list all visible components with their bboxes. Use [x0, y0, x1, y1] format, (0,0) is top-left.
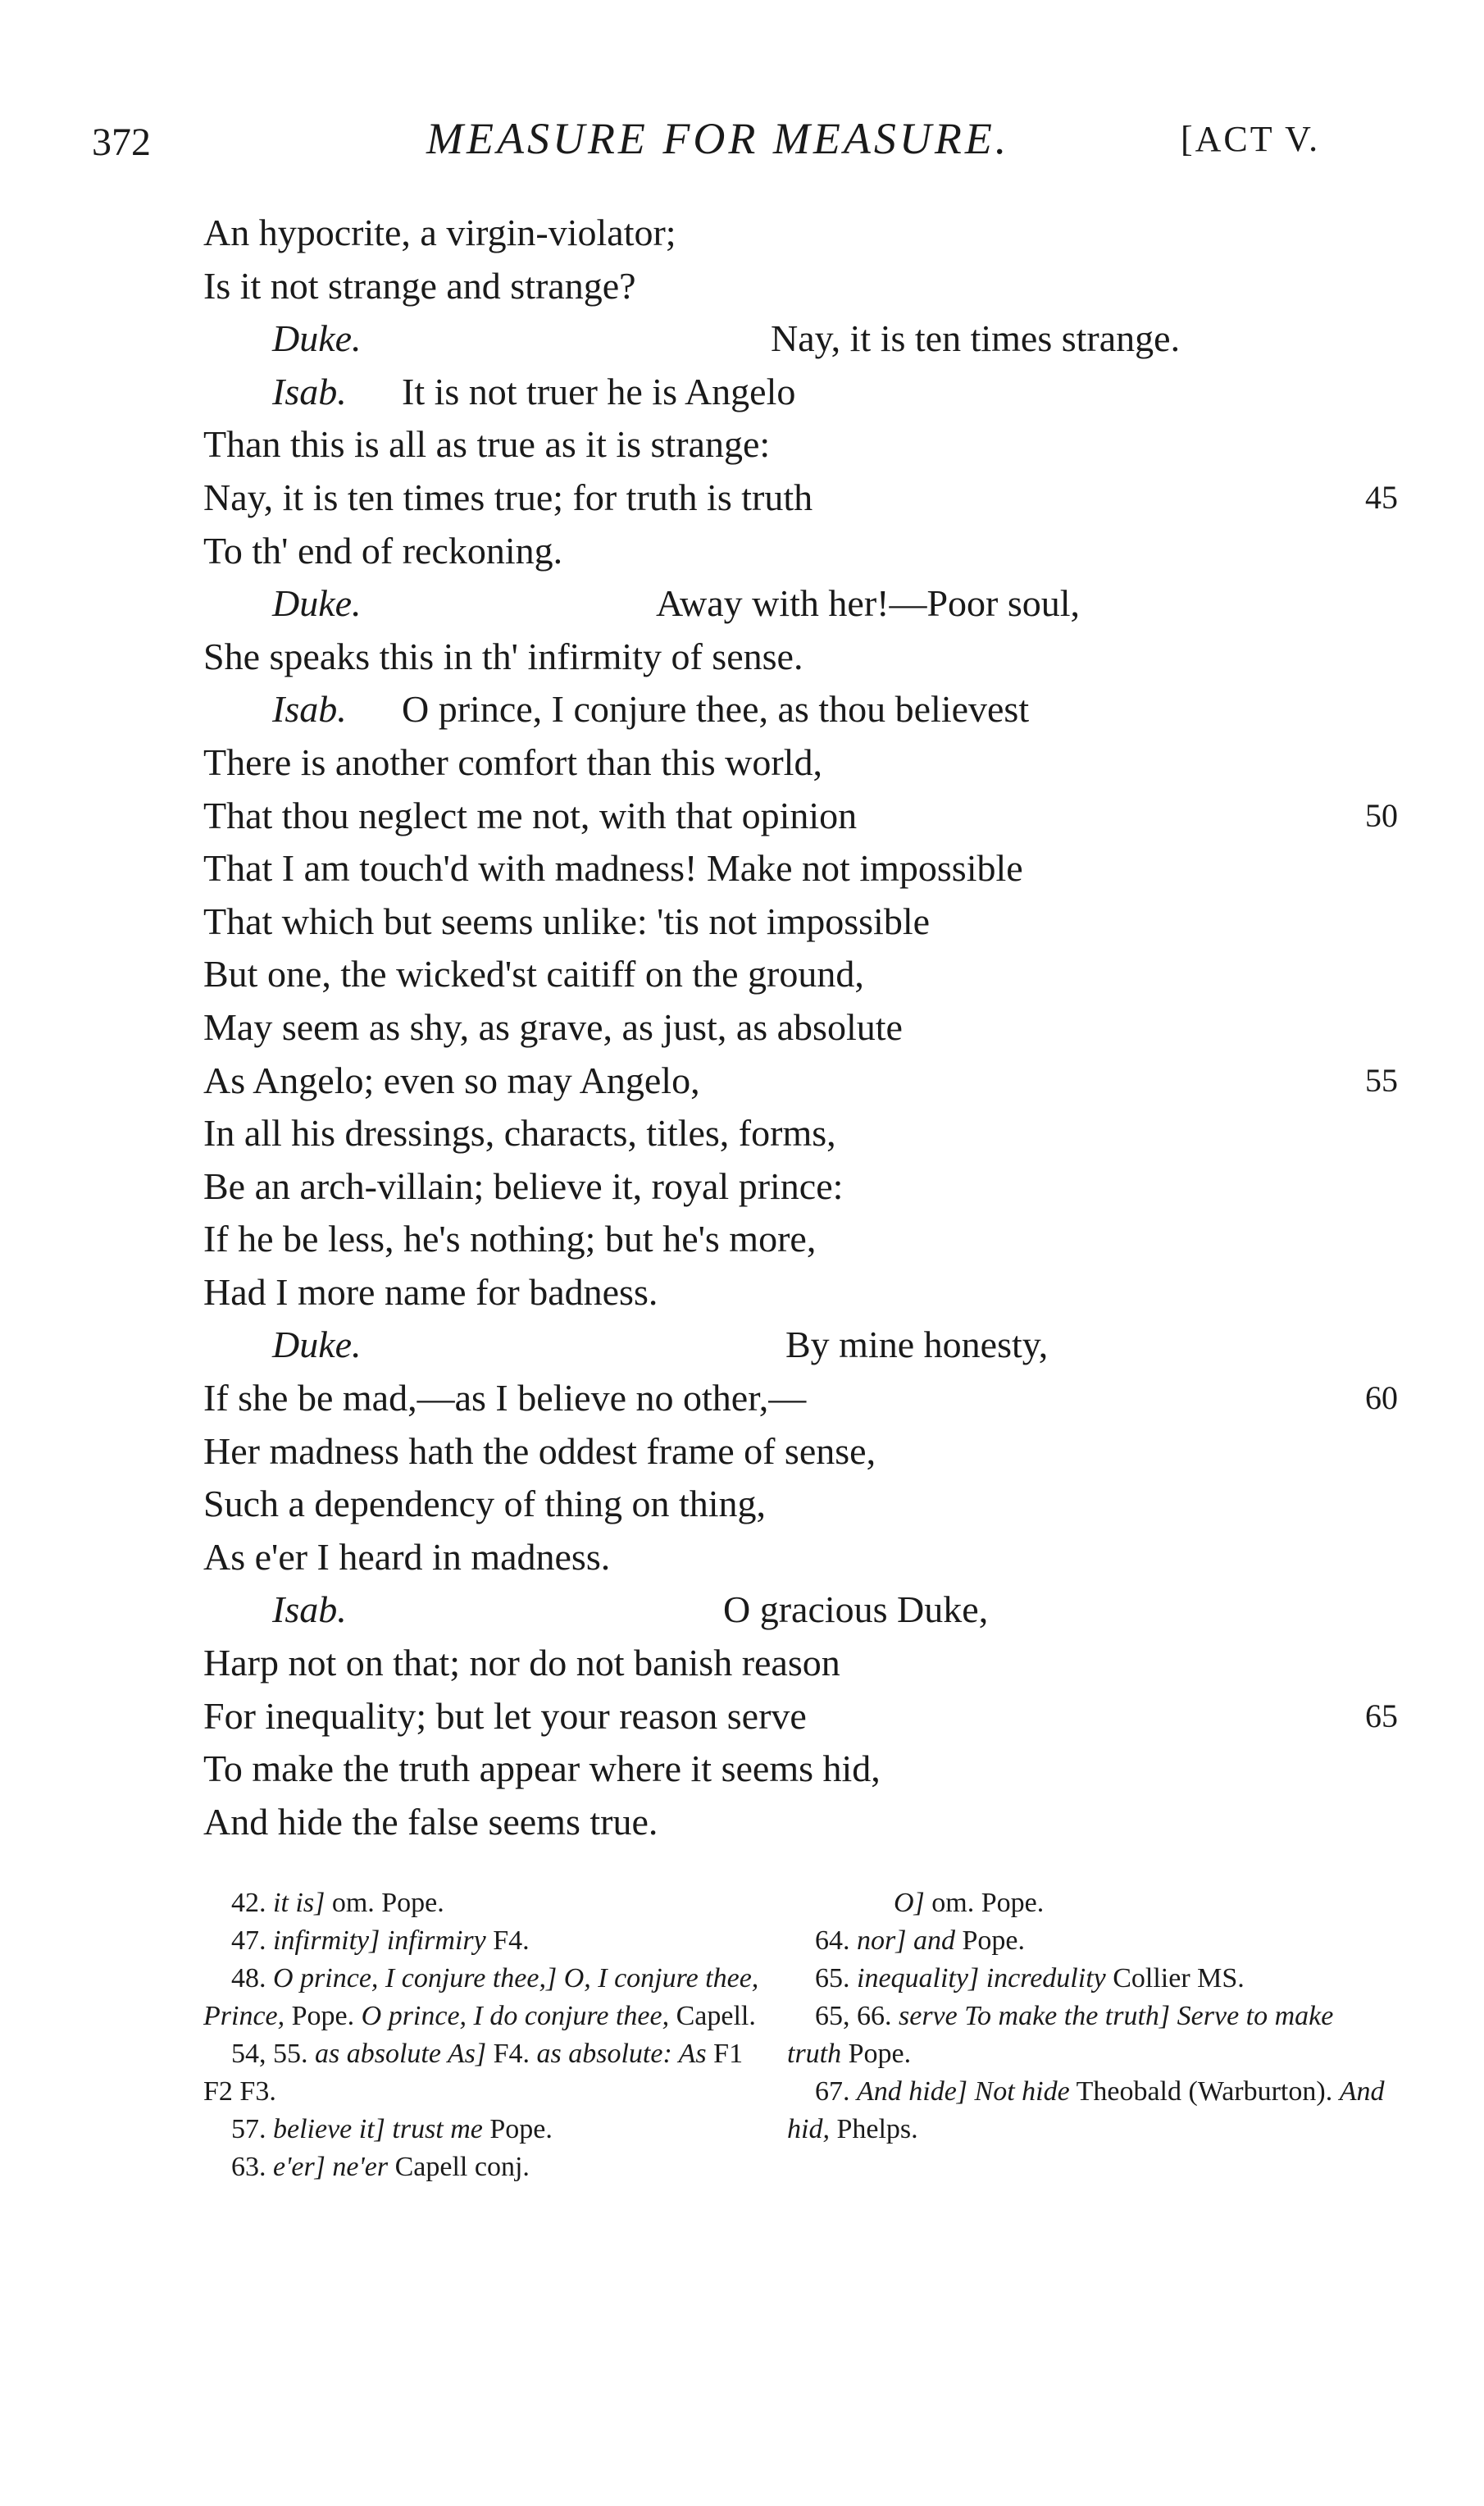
line-number: 50: [1365, 796, 1398, 834]
verse-line: [0, 948, 1484, 1001]
verse-text-span: That which but seems unlike: 'tis not impossible: [203, 900, 931, 942]
verse-line: [0, 1319, 1484, 1372]
footnote-reading: And hide]: [857, 2076, 968, 2107]
footnote-source: Pope.: [841, 2039, 912, 2069]
footnote-ref: 54, 55.: [231, 2039, 315, 2069]
verse-text-span: Her madness hath the oddest frame of sense,: [203, 1429, 876, 1472]
footnote-source: Capell.: [669, 2001, 756, 2031]
verse-text-span: That thou neglect me not, with that opinion: [203, 794, 858, 836]
footnote: [203, 2035, 761, 2111]
footnote: [787, 1998, 1394, 2073]
verse-line: [0, 1266, 1484, 1319]
footnote: [787, 1922, 1394, 1960]
speaker-name: Duke.: [272, 317, 362, 360]
verse-line: [0, 1001, 1484, 1055]
verse-text-span: Nay, it is ten times true; for truth is truth: [203, 476, 813, 518]
footnote-ref: 65.: [815, 1963, 857, 1993]
footnote: [203, 1960, 761, 2035]
footnote-source: om. Pope.: [325, 1888, 444, 1918]
verse-text-span: Had I more name for badness.: [203, 1270, 658, 1313]
footnote: [203, 2111, 761, 2148]
line-number: 60: [1365, 1379, 1398, 1417]
verse-text-span: Away with her!—Poor soul,: [656, 582, 1081, 625]
verse-line: [0, 842, 1484, 895]
verse-line: [0, 631, 1484, 684]
speaker-name: Isab.: [272, 688, 347, 731]
verse-line: [0, 1372, 1484, 1425]
verse-text-span: Be an arch-villain; believe it, royal prince:: [203, 1164, 844, 1207]
footnote-reading: trust me: [392, 2114, 483, 2144]
verse-line: [0, 577, 1484, 631]
verse-line: [0, 472, 1484, 525]
speaker-name: Isab.: [272, 1588, 347, 1631]
footnote-reading: infirmity]: [273, 1925, 380, 1956]
verse-line: [0, 366, 1484, 419]
verse-line: [0, 1531, 1484, 1584]
footnote-source: Pope.: [954, 1925, 1025, 1956]
verse-line: [0, 260, 1484, 313]
verse-text-span: And hide the false seems true.: [203, 1800, 658, 1843]
footnote-reading: as absolute: As: [536, 2039, 707, 2069]
verse-text-span: If he be less, he's nothing; but he's more,: [203, 1218, 817, 1260]
verse-text-span: Than this is all as true as it is strange:: [203, 423, 771, 466]
footnote-reading: as absolute As]: [315, 2039, 487, 2069]
verse-text-span: That I am touch'd with madness! Make not impossible: [203, 847, 1023, 890]
verse-text-span: An hypocrite, a virgin-violator;: [203, 212, 676, 253]
footnote-source: Phelps.: [829, 2114, 918, 2144]
line-number: 65: [1365, 1697, 1398, 1734]
footnote-ref: 42.: [231, 1888, 273, 1918]
footnote: [203, 1884, 761, 1922]
verse-text-span: But one, the wicked'st caitiff on the ground,: [203, 953, 864, 996]
footnote-source: [1170, 2001, 1177, 2031]
footnote-source: [557, 1963, 564, 1993]
verse-line: [0, 1743, 1484, 1796]
footnote-source: om. Pope.: [924, 1888, 1045, 1918]
footnote-reading: inequality]: [857, 1963, 980, 1993]
verse-line: [0, 1796, 1484, 1849]
verse-line: [0, 736, 1484, 790]
footnote-reading: And hid,: [787, 2076, 1385, 2144]
footnote-reading: believe it]: [273, 2114, 385, 2144]
verse-text: [0, 207, 1484, 1848]
footnote-ref: 48.: [231, 1963, 273, 1993]
verse-text-span: Nay, it is ten times strange.: [771, 317, 1181, 360]
footnote-reading: incredulity: [986, 1963, 1106, 1993]
footnote-source: [380, 1925, 387, 1956]
footnotes-left-column: [203, 1884, 761, 2186]
verse-text-span: As Angelo; even so may Angelo,: [203, 1059, 700, 1101]
footnote-reading: e'er]: [273, 2152, 325, 2182]
footnote-reading: O prince, I do conjure thee,: [361, 2001, 670, 2031]
footnote-ref: 63.: [231, 2152, 273, 2182]
verse-text-span: May seem as shy, as grave, as just, as absolute: [203, 1005, 903, 1048]
footnote-ref: 65, 66.: [815, 2001, 899, 2031]
footnote: [787, 1884, 1394, 1922]
footnote: [203, 2148, 761, 2186]
verse-line: [0, 525, 1484, 578]
verse-line: [0, 1478, 1484, 1531]
verse-line: [0, 418, 1484, 472]
footnotes-right-column: [787, 1884, 1394, 2148]
footnote-reading: serve To make the truth]: [899, 2001, 1171, 2031]
footnote-source: F4.: [485, 1925, 530, 1956]
speaker-name: Isab.: [272, 370, 347, 412]
speaker-name: Duke.: [272, 582, 362, 625]
footnote-source: [979, 1963, 986, 1993]
footnote-source: Pope.: [482, 2114, 553, 2144]
verse-line: [0, 895, 1484, 949]
footnote-reading: and: [913, 1925, 955, 1956]
footnote-ref: 64.: [815, 1925, 857, 1956]
speaker-name: Duke.: [272, 1324, 362, 1366]
footnote-ref: 67.: [815, 2076, 857, 2107]
footnote-reading: Serve to make truth: [787, 2001, 1334, 2069]
footnote-ref: 47.: [231, 1925, 273, 1956]
footnote-source: Pope.: [285, 2001, 362, 2031]
verse-text-span: In all his dressings, characts, titles, forms,: [203, 1112, 836, 1155]
footnote-reading: ne'er: [332, 2152, 389, 2182]
verse-text-span: It is not truer he is Angelo: [402, 370, 796, 412]
line-number: 55: [1365, 1061, 1398, 1099]
verse-line: [0, 1160, 1484, 1214]
verse-text-span: For inequality; but let your reason serve: [203, 1694, 807, 1737]
verse-line: [0, 1583, 1484, 1637]
verse-text-span: As e'er I heard in madness.: [203, 1535, 611, 1578]
footnote-reading: it is]: [273, 1888, 325, 1918]
verse-text-span: To th' end of reckoning.: [203, 529, 563, 572]
footnote-reading: infirmiry: [386, 1925, 486, 1956]
verse-text-span: O gracious Duke,: [723, 1588, 989, 1631]
verse-text-span: Such a dependency of thing on thing,: [203, 1483, 767, 1525]
footnote: [787, 2073, 1394, 2148]
running-title: MEASURE FOR MEASURE.: [426, 114, 1010, 163]
verse-text-span: Is it not strange and strange?: [203, 264, 636, 307]
footnote: [203, 1922, 761, 1960]
footnote-source: F1 F2 F3.: [203, 2039, 744, 2107]
verse-text-span: Harp not on that; nor do not banish reason: [203, 1642, 840, 1684]
verse-text-span: She speaks this in th' infirmity of sense.: [203, 635, 803, 677]
verse-line: [0, 312, 1484, 366]
verse-text-span: There is another comfort than this world,: [203, 740, 822, 783]
verse-text-span: To make the truth appear where it seems hid,: [203, 1747, 881, 1790]
verse-line: [0, 1637, 1484, 1690]
act-label: [ACT V.: [1181, 119, 1321, 159]
footnote-reading: O prince, I conjure thee,]: [273, 1963, 558, 1993]
footnote-source: [906, 1925, 913, 1956]
footnote-reading: nor]: [857, 1925, 907, 1956]
verse-line: [0, 1213, 1484, 1266]
verse-line: [0, 1425, 1484, 1479]
verse-line: [0, 683, 1484, 736]
footnote-source: Theobald (Warburton).: [1069, 2076, 1340, 2107]
footnote: [787, 1960, 1394, 1998]
footnote-reading: Not hide: [974, 2076, 1070, 2107]
line-number: 45: [1365, 478, 1398, 516]
verse-line: [0, 1055, 1484, 1108]
footnote-source: [967, 2076, 975, 2107]
verse-text-span: O prince, I conjure thee, as thou believest: [402, 688, 1030, 731]
footnote-reading: O]: [894, 1888, 925, 1918]
footnote-ref: 57.: [231, 2114, 273, 2144]
verse-line: [0, 1690, 1484, 1743]
footnote-source: Capell conj.: [388, 2152, 530, 2182]
verse-line: [0, 1107, 1484, 1160]
verse-line: [0, 790, 1484, 843]
verse-text-span: By mine honesty,: [785, 1324, 1049, 1366]
running-header: [0, 113, 1484, 179]
footnote-reading: O, I conjure thee, Prince,: [203, 1963, 759, 2031]
footnote-source: F4.: [486, 2039, 537, 2069]
page-number: 372: [92, 121, 151, 164]
footnote-source: Collier MS.: [1105, 1963, 1245, 1993]
verse-text-span: If she be mad,—as I believe no other,—: [203, 1377, 807, 1419]
verse-line: [0, 207, 1484, 260]
